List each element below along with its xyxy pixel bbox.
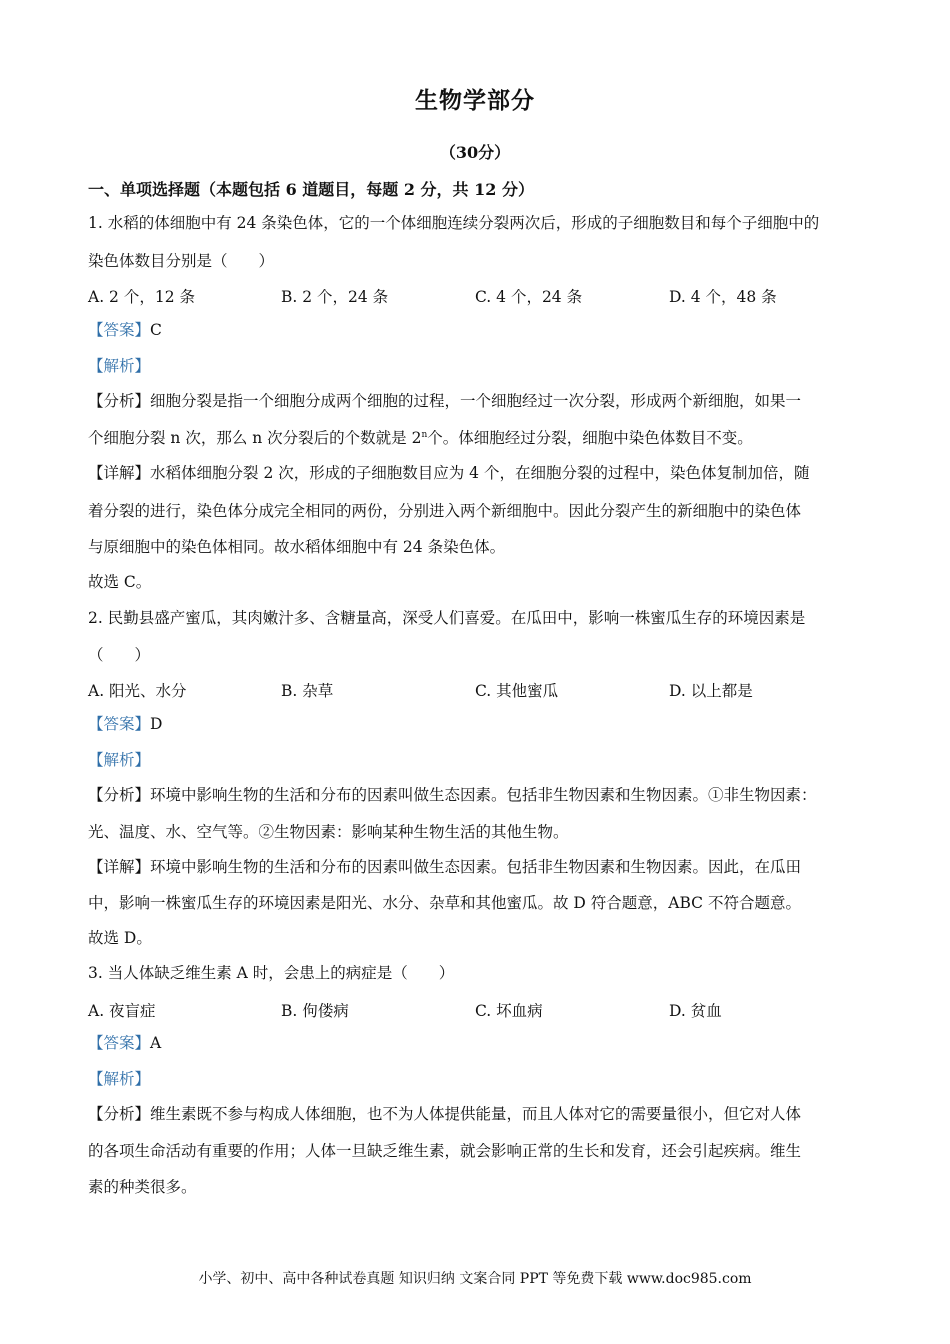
explain-tag: 【解析】 xyxy=(88,1070,151,1088)
q2-stem-line1: 2. 民勤县盛产蜜瓜，其肉嫩汁多、含糖量高，深受人们喜爱。在瓜田中，影响一株蜜瓜生存的环境因素是 xyxy=(88,609,806,627)
q1-analysis-line1 xyxy=(88,391,868,411)
q3-option-a: A. 夜盲症 xyxy=(88,1002,156,1020)
answer-value: C xyxy=(150,321,162,339)
q1-option-c: C. 4 个，24 条 xyxy=(475,288,583,306)
answer-value: A xyxy=(150,1034,162,1052)
page-title: 生物学部分 xyxy=(415,87,535,114)
answer-tag: 【答案】 xyxy=(88,1034,151,1052)
q1-option-d: D. 4 个，48 条 xyxy=(669,288,777,306)
analysis-text: 环境中影响生物的生活和分布的因素叫做生态因素。包括非生物因素和生物因素。①非生物因素： xyxy=(150,786,817,804)
q2-explain-heading xyxy=(88,750,868,770)
q1-conclusion: 故选 C。 xyxy=(88,573,152,591)
detail-text: 环境中影响生物的生活和分布的因素叫做生态因素。包括非生物因素和生物因素。因此，在瓜田 xyxy=(150,858,802,876)
answer-value: D xyxy=(150,715,163,733)
q2-option-c: C. 其他蜜瓜 xyxy=(475,682,559,700)
q2-detail-line1 xyxy=(88,857,868,877)
answer-tag: 【答案】 xyxy=(88,321,151,339)
detail-text: 水稻体细胞分裂 2 次，形成的子细胞数目应为 4 个，在细胞分裂的过程中，染色体复制加倍，随 xyxy=(150,464,810,482)
q1-detail-line2: 着分裂的进行，染色体分成完全相同的两份，分别进入两个新细胞中。因此分裂产生的新细胞中的染色体 xyxy=(88,502,802,520)
q2-answer xyxy=(88,714,868,734)
analysis-text-b: 个。体细胞经过分裂，细胞中染色体数目不变。 xyxy=(427,429,753,447)
q2-conclusion: 故选 D。 xyxy=(88,929,152,947)
q2-option-a: A. 阳光、水分 xyxy=(88,682,187,700)
q1-stem-line1: 1. 水稻的体细胞中有 24 条染色体，它的一个体细胞连续分裂两次后，形成的子细胞数目和每个子细胞中的 xyxy=(88,214,820,232)
q1-option-b: B. 2 个，24 条 xyxy=(281,288,389,306)
section-title: 一、单项选择题（本题包括 6 道题目，每题 2 分，共 12 分） xyxy=(88,180,534,199)
q1-detail-line3: 与原细胞中的染色体相同。故水稻体细胞中有 24 条染色体。 xyxy=(88,538,506,556)
q3-analysis-line2: 的各项生命活动有重要的作用；人体一旦缺乏维生素，就会影响正常的生长和发育，还会引起疾病。维生 xyxy=(88,1142,802,1160)
q3-stem-line1: 3. 当人体缺乏维生素 A 时，会患上的病症是（ ） xyxy=(88,964,455,982)
q1-explain-heading xyxy=(88,356,868,376)
q2-stem-line2: （ ） xyxy=(88,646,151,664)
q3-explain-heading xyxy=(88,1069,868,1089)
q1-answer xyxy=(88,320,868,340)
analysis-text: 细胞分裂是指一个细胞分成两个细胞的过程，一个细胞经过一次分裂，形成两个新细胞，如果一 xyxy=(150,392,802,410)
q3-option-c: C. 坏血病 xyxy=(475,1002,543,1020)
q1-analysis-line2 xyxy=(88,428,868,448)
q3-option-b: B. 佝偻病 xyxy=(281,1002,349,1020)
q3-analysis-line3: 素的种类很多。 xyxy=(88,1178,197,1196)
page-footer: 小学、初中、高中各种试卷真题 知识归纳 文案合同 PPT 等免费下载 www.doc985.com xyxy=(198,1271,752,1287)
explain-tag: 【解析】 xyxy=(88,751,151,769)
score-label: （30分） xyxy=(439,143,511,162)
q2-option-d: D. 以上都是 xyxy=(669,682,753,700)
q2-option-b: B. 杂草 xyxy=(281,682,334,700)
analysis-tag: 【分析】 xyxy=(88,392,151,410)
q3-analysis-line1 xyxy=(88,1104,868,1124)
detail-tag: 【详解】 xyxy=(88,858,151,876)
analysis-text-a: 个细胞分裂 n 次，那么 n 次分裂后的个数就是 2 xyxy=(88,429,422,447)
detail-tag: 【详解】 xyxy=(88,464,151,482)
answer-tag: 【答案】 xyxy=(88,715,151,733)
q1-option-a: A. 2 个，12 条 xyxy=(88,288,195,306)
q2-detail-line2: 中，影响一株蜜瓜生存的环境因素是阳光、水分、杂草和其他蜜瓜。故 D 符合题意，ABC 不符合题意。 xyxy=(88,894,801,912)
q3-answer xyxy=(88,1033,868,1053)
q3-option-d: D. 贫血 xyxy=(669,1002,722,1020)
q1-stem-line2: 染色体数目分别是（ ） xyxy=(88,252,275,270)
q2-analysis-line2: 光、温度、水、空气等。②生物因素：影响某种生物生活的其他生物。 xyxy=(88,823,569,841)
q2-analysis-line1 xyxy=(88,785,868,805)
superscript-n: n xyxy=(421,429,428,440)
explain-tag: 【解析】 xyxy=(88,357,151,375)
analysis-text: 维生素既不参与构成人体细胞，也不为人体提供能量，而且人体对它的需要量很小，但它对人体 xyxy=(150,1105,802,1123)
analysis-tag: 【分析】 xyxy=(88,786,151,804)
q1-detail-line1 xyxy=(88,463,868,483)
analysis-tag: 【分析】 xyxy=(88,1105,151,1123)
